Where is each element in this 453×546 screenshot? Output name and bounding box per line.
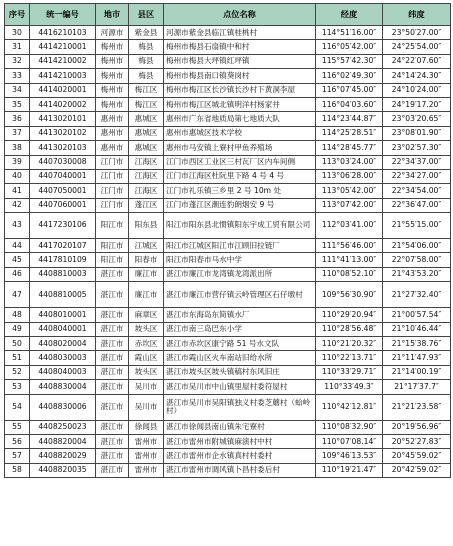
cell-county: 阳东县 bbox=[129, 213, 164, 239]
cell-county: 坡头区 bbox=[129, 322, 164, 336]
cell-latitude: 21°54′06.00″ bbox=[383, 239, 451, 253]
cell-county: 阳春市 bbox=[129, 253, 164, 267]
cell-county: 蓬江区 bbox=[129, 198, 164, 212]
cell-county: 梅江区 bbox=[129, 83, 164, 97]
cell-longitude: 116°07′45.00″ bbox=[316, 83, 383, 97]
cell-point-name: 梅州市梅县石扇镇中和村 bbox=[164, 40, 316, 54]
cell-point-name: 阳江市阳春市马水中学 bbox=[164, 253, 316, 267]
cell-point-name: 湛江市吴川市吴阳镇独义村委芝蘑村（蛤岭村） bbox=[164, 394, 316, 420]
cell-latitude: 24°14′24.30″ bbox=[383, 69, 451, 83]
cell-point-name: 阳江市阳东县北惯镇阳东宇成工贸有限公司 bbox=[164, 213, 316, 239]
table-row bbox=[5, 69, 451, 83]
table-row bbox=[5, 97, 451, 111]
cell-latitude: 23°08′01.90″ bbox=[383, 126, 451, 140]
cell-county: 雷州市 bbox=[129, 449, 164, 463]
table-row bbox=[5, 26, 451, 40]
cell-longitude: 116°02′49.30″ bbox=[316, 69, 383, 83]
cell-serial: 43 bbox=[5, 213, 30, 239]
cell-point-name: 江门市江海区杜阮里下路 4 号 4 号 bbox=[164, 169, 316, 183]
cell-longitude: 110°21′20.32″ bbox=[316, 337, 383, 351]
cell-county: 赤坎区 bbox=[129, 337, 164, 351]
cell-county: 梅县 bbox=[129, 54, 164, 68]
cell-point-name: 湛江市吴川市中山镇里屋村委符屋村 bbox=[164, 380, 316, 394]
cell-point-name: 梅州市梅县大坪镇红坪镇 bbox=[164, 54, 316, 68]
cell-city: 湛江市 bbox=[96, 394, 129, 420]
cell-point-name: 梅州市梅县南口镇葵岗村 bbox=[164, 69, 316, 83]
cell-latitude: 20°45′59.02″ bbox=[383, 449, 451, 463]
table-row bbox=[5, 198, 451, 212]
table-header-row bbox=[5, 4, 451, 26]
table-row bbox=[5, 380, 451, 394]
cell-point-name: 湛江市廉江市龙湾镇龙湾派出所 bbox=[164, 267, 316, 281]
cell-city: 梅州市 bbox=[96, 83, 129, 97]
cell-longitude: 109°46′13.53″ bbox=[316, 449, 383, 463]
header-city: 地市 bbox=[96, 4, 129, 26]
cell-unified-code: 4408810003 bbox=[30, 267, 96, 281]
cell-county: 雷州市 bbox=[129, 434, 164, 448]
cell-city: 湛江市 bbox=[96, 308, 129, 322]
cell-county: 徐闻县 bbox=[129, 420, 164, 434]
cell-unified-code: 4417230106 bbox=[30, 213, 96, 239]
cell-serial: 36 bbox=[5, 112, 30, 126]
cell-city: 湛江市 bbox=[96, 282, 129, 308]
cell-city: 河源市 bbox=[96, 26, 129, 40]
cell-serial: 53 bbox=[5, 380, 30, 394]
cell-county: 霞山区 bbox=[129, 351, 164, 365]
cell-serial: 39 bbox=[5, 155, 30, 169]
cell-unified-code: 4408810005 bbox=[30, 282, 96, 308]
cell-point-name: 江门市西区工业区三村瓦厂区内车间侧 bbox=[164, 155, 316, 169]
cell-city: 湛江市 bbox=[96, 322, 129, 336]
table-row bbox=[5, 112, 451, 126]
table-row bbox=[5, 83, 451, 97]
cell-latitude: 21°27′32.40″ bbox=[383, 282, 451, 308]
cell-latitude: 21°17′37.7″ bbox=[383, 380, 451, 394]
cell-county: 惠城区 bbox=[129, 112, 164, 126]
cell-unified-code: 4414020001 bbox=[30, 83, 96, 97]
cell-unified-code: 4408830006 bbox=[30, 394, 96, 420]
cell-point-name: 湛江市东海岛东简镇水厂 bbox=[164, 308, 316, 322]
cell-point-name: 湛江市徐闻县南山镇朱宅寮村 bbox=[164, 420, 316, 434]
cell-longitude: 116°04′03.60″ bbox=[316, 97, 383, 111]
table-row bbox=[5, 184, 451, 198]
cell-unified-code: 4408250023 bbox=[30, 420, 96, 434]
cell-serial: 49 bbox=[5, 322, 30, 336]
cell-serial: 33 bbox=[5, 69, 30, 83]
cell-point-name: 湛江市霞山区火车南站旧给水所 bbox=[164, 351, 316, 365]
cell-longitude: 113°07′42.00″ bbox=[316, 198, 383, 212]
cell-latitude: 24°19′17.20″ bbox=[383, 97, 451, 111]
cell-serial: 51 bbox=[5, 351, 30, 365]
table-row bbox=[5, 54, 451, 68]
cell-serial: 50 bbox=[5, 337, 30, 351]
cell-unified-code: 4408010001 bbox=[30, 308, 96, 322]
cell-city: 梅州市 bbox=[96, 40, 129, 54]
cell-city: 湛江市 bbox=[96, 420, 129, 434]
table-row bbox=[5, 155, 451, 169]
header-point-name: 点位名称 bbox=[164, 4, 316, 26]
table-row bbox=[5, 267, 451, 281]
cell-unified-code: 4414210002 bbox=[30, 54, 96, 68]
cell-unified-code: 4413020103 bbox=[30, 141, 96, 155]
cell-county: 江海区 bbox=[129, 184, 164, 198]
cell-latitude: 21°00′57.54″ bbox=[383, 308, 451, 322]
cell-point-name: 梅州市梅江区长沙镇长沙村下黄洞李屋 bbox=[164, 83, 316, 97]
header-longitude: 经度 bbox=[316, 4, 383, 26]
cell-longitude: 110°33′29.71″ bbox=[316, 365, 383, 379]
cell-city: 湛江市 bbox=[96, 449, 129, 463]
cell-county: 雷州市 bbox=[129, 463, 164, 477]
cell-longitude: 110°07′08.14″ bbox=[316, 434, 383, 448]
cell-longitude: 110°42′12.81″ bbox=[316, 394, 383, 420]
cell-unified-code: 4407050001 bbox=[30, 184, 96, 198]
table-row bbox=[5, 394, 451, 420]
cell-longitude: 111°41′13.00″ bbox=[316, 253, 383, 267]
cell-unified-code: 4407040001 bbox=[30, 169, 96, 183]
cell-city: 湛江市 bbox=[96, 365, 129, 379]
cell-longitude: 113°06′28.00″ bbox=[316, 169, 383, 183]
cell-unified-code: 4408020004 bbox=[30, 337, 96, 351]
cell-latitude: 20°19′56.96″ bbox=[383, 420, 451, 434]
cell-latitude: 20°42′59.02″ bbox=[383, 463, 451, 477]
cell-latitude: 23°50′27.00″ bbox=[383, 26, 451, 40]
cell-city: 梅州市 bbox=[96, 69, 129, 83]
cell-longitude: 110°08′32.90″ bbox=[316, 420, 383, 434]
cell-unified-code: 4417810109 bbox=[30, 253, 96, 267]
cell-point-name: 湛江市赤坎区康宁路 51 号水文队 bbox=[164, 337, 316, 351]
cell-longitude: 113°05′42.00″ bbox=[316, 184, 383, 198]
cell-latitude: 24°10′24.00″ bbox=[383, 83, 451, 97]
table-row bbox=[5, 239, 451, 253]
cell-serial: 52 bbox=[5, 365, 30, 379]
cell-unified-code: 4408820029 bbox=[30, 449, 96, 463]
cell-unified-code: 4408820004 bbox=[30, 434, 96, 448]
cell-latitude: 21°10′46.44″ bbox=[383, 322, 451, 336]
cell-serial: 58 bbox=[5, 463, 30, 477]
cell-latitude: 21°15′38.76″ bbox=[383, 337, 451, 351]
cell-point-name: 江门市礼乐镇三乡里 2 号 10m 处 bbox=[164, 184, 316, 198]
table-row bbox=[5, 434, 451, 448]
cell-city: 湛江市 bbox=[96, 267, 129, 281]
cell-serial: 38 bbox=[5, 141, 30, 155]
cell-city: 阳江市 bbox=[96, 213, 129, 239]
cell-longitude: 114°51′16.00″ bbox=[316, 26, 383, 40]
cell-latitude: 22°34′27.00″ bbox=[383, 169, 451, 183]
table-row bbox=[5, 141, 451, 155]
cell-point-name: 梅州市梅江区城北镇明洋村杨家井 bbox=[164, 97, 316, 111]
cell-point-name: 惠州市广东省地质局第七地质大队 bbox=[164, 112, 316, 126]
cell-point-name: 湛江市雷州市附城镇麻演村中村 bbox=[164, 434, 316, 448]
table-row bbox=[5, 253, 451, 267]
cell-serial: 40 bbox=[5, 169, 30, 183]
table-row bbox=[5, 322, 451, 336]
cell-longitude: 111°56′46.00″ bbox=[316, 239, 383, 253]
cell-serial: 30 bbox=[5, 26, 30, 40]
table-row bbox=[5, 282, 451, 308]
cell-longitude: 113°03′24.00″ bbox=[316, 155, 383, 169]
cell-unified-code: 4407030008 bbox=[30, 155, 96, 169]
table-row bbox=[5, 213, 451, 239]
cell-longitude: 109°56′30.90″ bbox=[316, 282, 383, 308]
cell-city: 江门市 bbox=[96, 198, 129, 212]
cell-latitude: 22°07′58.00″ bbox=[383, 253, 451, 267]
cell-latitude: 22°36′47.00″ bbox=[383, 198, 451, 212]
cell-city: 梅州市 bbox=[96, 54, 129, 68]
cell-city: 江门市 bbox=[96, 169, 129, 183]
cell-point-name: 惠州市惠城区技术学校 bbox=[164, 126, 316, 140]
cell-longitude: 114°25′28.51″ bbox=[316, 126, 383, 140]
cell-county: 紫金县 bbox=[129, 26, 164, 40]
header-unified-code: 统一编号 bbox=[30, 4, 96, 26]
cell-latitude: 23°02′57.30″ bbox=[383, 141, 451, 155]
cell-point-name: 湛江市廉江市营仔镇云岭管理区石仔墩村 bbox=[164, 282, 316, 308]
cell-latitude: 21°55′15.00″ bbox=[383, 213, 451, 239]
cell-longitude: 116°05′42.00″ bbox=[316, 40, 383, 54]
cell-longitude: 110°33′49.3″ bbox=[316, 380, 383, 394]
cell-city: 惠州市 bbox=[96, 126, 129, 140]
cell-county: 坡头区 bbox=[129, 365, 164, 379]
cell-latitude: 24°22′07.60″ bbox=[383, 54, 451, 68]
cell-serial: 55 bbox=[5, 420, 30, 434]
cell-unified-code: 4408830004 bbox=[30, 380, 96, 394]
cell-serial: 31 bbox=[5, 40, 30, 54]
cell-city: 湛江市 bbox=[96, 463, 129, 477]
table-row bbox=[5, 463, 451, 477]
cell-city: 湛江市 bbox=[96, 351, 129, 365]
monitoring-points-table bbox=[4, 3, 451, 478]
cell-longitude: 112°03′41.00″ bbox=[316, 213, 383, 239]
cell-city: 湛江市 bbox=[96, 380, 129, 394]
cell-point-name: 阳江市江城区阳江市江顾旧拉链厂 bbox=[164, 239, 316, 253]
cell-serial: 46 bbox=[5, 267, 30, 281]
cell-unified-code: 4408030003 bbox=[30, 351, 96, 365]
cell-point-name: 湛江市雷州市调风镇卜昌村委后村 bbox=[164, 463, 316, 477]
cell-county: 吴川市 bbox=[129, 380, 164, 394]
cell-county: 廉江市 bbox=[129, 267, 164, 281]
cell-city: 江门市 bbox=[96, 184, 129, 198]
cell-city: 阳江市 bbox=[96, 253, 129, 267]
table-row bbox=[5, 40, 451, 54]
cell-unified-code: 4408040003 bbox=[30, 365, 96, 379]
cell-point-name: 湛江市坡头区坡头镇稿村东风旧庄 bbox=[164, 365, 316, 379]
cell-point-name: 江门市蓬江区潮连豹朗烟安 9 号 bbox=[164, 198, 316, 212]
cell-unified-code: 4417020107 bbox=[30, 239, 96, 253]
cell-county: 江海区 bbox=[129, 169, 164, 183]
cell-latitude: 20°52′27.83″ bbox=[383, 434, 451, 448]
cell-serial: 57 bbox=[5, 449, 30, 463]
cell-city: 阳江市 bbox=[96, 239, 129, 253]
table-row bbox=[5, 337, 451, 351]
cell-county: 吴川市 bbox=[129, 394, 164, 420]
cell-unified-code: 4414210003 bbox=[30, 69, 96, 83]
cell-serial: 34 bbox=[5, 83, 30, 97]
cell-longitude: 114°23′44.87″ bbox=[316, 112, 383, 126]
cell-longitude: 115°57′42.30″ bbox=[316, 54, 383, 68]
cell-latitude: 23°03′20.65″ bbox=[383, 112, 451, 126]
cell-point-name: 惠州市马安镇上寮村甲鱼养殖场 bbox=[164, 141, 316, 155]
table-row bbox=[5, 169, 451, 183]
cell-county: 惠城区 bbox=[129, 141, 164, 155]
cell-serial: 32 bbox=[5, 54, 30, 68]
cell-unified-code: 4407060001 bbox=[30, 198, 96, 212]
cell-latitude: 21°21′23.58″ bbox=[383, 394, 451, 420]
cell-city: 惠州市 bbox=[96, 112, 129, 126]
cell-serial: 42 bbox=[5, 198, 30, 212]
cell-county: 廉江市 bbox=[129, 282, 164, 308]
header-county: 县区 bbox=[129, 4, 164, 26]
table-row bbox=[5, 308, 451, 322]
cell-unified-code: 4413020102 bbox=[30, 126, 96, 140]
cell-city: 梅州市 bbox=[96, 97, 129, 111]
cell-serial: 37 bbox=[5, 126, 30, 140]
cell-county: 梅江区 bbox=[129, 97, 164, 111]
cell-latitude: 21°43′53.20″ bbox=[383, 267, 451, 281]
header-latitude: 纬度 bbox=[383, 4, 451, 26]
cell-unified-code: 4413020101 bbox=[30, 112, 96, 126]
cell-unified-code: 4414020002 bbox=[30, 97, 96, 111]
cell-county: 江城区 bbox=[129, 239, 164, 253]
cell-county: 梅县 bbox=[129, 40, 164, 54]
monitoring-points-table-container bbox=[4, 3, 450, 478]
cell-serial: 56 bbox=[5, 434, 30, 448]
cell-longitude: 110°19′21.47″ bbox=[316, 463, 383, 477]
cell-serial: 54 bbox=[5, 394, 30, 420]
cell-unified-code: 4414210001 bbox=[30, 40, 96, 54]
cell-county: 江海区 bbox=[129, 155, 164, 169]
cell-city: 惠州市 bbox=[96, 141, 129, 155]
cell-longitude: 110°29′20.94″ bbox=[316, 308, 383, 322]
table-row bbox=[5, 365, 451, 379]
cell-longitude: 110°28′56.48″ bbox=[316, 322, 383, 336]
cell-county: 惠城区 bbox=[129, 126, 164, 140]
cell-city: 江门市 bbox=[96, 155, 129, 169]
cell-point-name: 河源市紫金县临江镇桂桃村 bbox=[164, 26, 316, 40]
cell-county: 梅县 bbox=[129, 69, 164, 83]
cell-longitude: 110°22′13.71″ bbox=[316, 351, 383, 365]
cell-unified-code: 4416210103 bbox=[30, 26, 96, 40]
cell-latitude: 21°14′00.19″ bbox=[383, 365, 451, 379]
cell-serial: 48 bbox=[5, 308, 30, 322]
cell-latitude: 21°11′47.93″ bbox=[383, 351, 451, 365]
cell-serial: 35 bbox=[5, 97, 30, 111]
cell-serial: 47 bbox=[5, 282, 30, 308]
cell-longitude: 110°08′52.10″ bbox=[316, 267, 383, 281]
table-row bbox=[5, 420, 451, 434]
cell-unified-code: 4408820035 bbox=[30, 463, 96, 477]
cell-city: 湛江市 bbox=[96, 434, 129, 448]
cell-unified-code: 4408040001 bbox=[30, 322, 96, 336]
header-serial: 序号 bbox=[5, 4, 30, 26]
table-row bbox=[5, 351, 451, 365]
table-row bbox=[5, 449, 451, 463]
cell-city: 湛江市 bbox=[96, 337, 129, 351]
cell-latitude: 24°25′54.00″ bbox=[383, 40, 451, 54]
cell-latitude: 22°34′37.00″ bbox=[383, 155, 451, 169]
table-row bbox=[5, 126, 451, 140]
cell-serial: 41 bbox=[5, 184, 30, 198]
cell-point-name: 湛江市南三岛巴东小学 bbox=[164, 322, 316, 336]
cell-county: 麻章区 bbox=[129, 308, 164, 322]
cell-serial: 44 bbox=[5, 239, 30, 253]
cell-latitude: 22°34′54.00″ bbox=[383, 184, 451, 198]
cell-serial: 45 bbox=[5, 253, 30, 267]
cell-longitude: 114°28′45.77″ bbox=[316, 141, 383, 155]
cell-point-name: 湛江市雷州市企水镇真村村委村 bbox=[164, 449, 316, 463]
